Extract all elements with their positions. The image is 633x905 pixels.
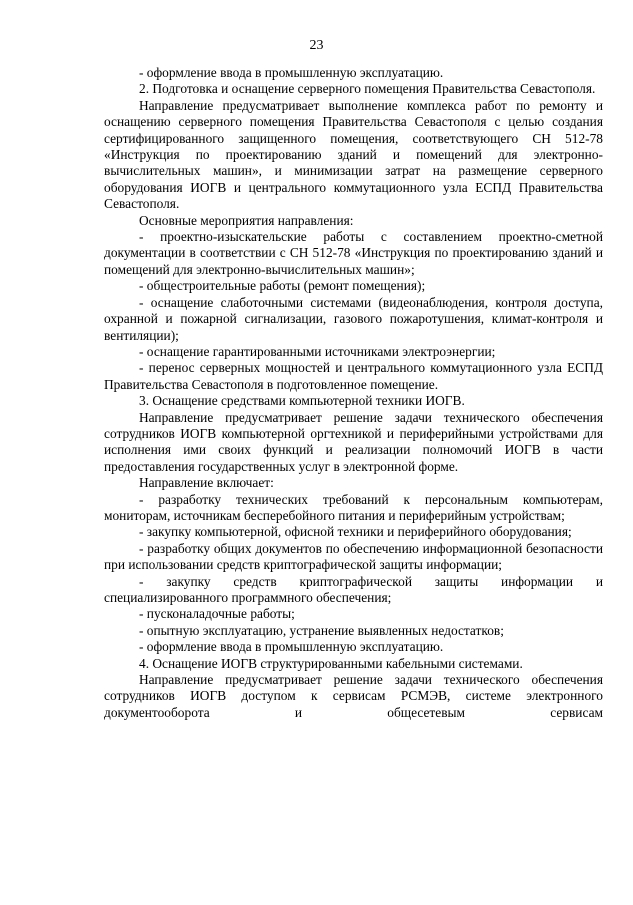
list-item: - проектно-изыскательские работы с составлением проектно-сметной документации в соответствии с СН 512-78 «Инструкция по проектированию зданий и помещений для электронно-вычислительных машин»; (104, 229, 603, 277)
list-item: - перенос серверных мощностей и центрального коммутационного узла ЕСПД Правительства Севастополя в подготовленное помещение. (104, 360, 603, 392)
paragraph: Направление включает: (139, 475, 274, 491)
paragraph: Направление предусматривает выполнение комплекса работ по ремонту и оснащению серверного помещения Правительства Севастополя с целью создания сертифицированного защищенного помещения, соответствующего СН 512-78 «Инструкция по проектированию зданий и помещений для электронно-вычислительных машин», и минимизации затрат на размещение серверного оборудования ИОГВ и центрального коммутационного узла ЕСПД Правительства Севастополя. (104, 97, 603, 212)
section-heading-4: 4. Оснащение ИОГВ структурированными кабельными системами. (139, 655, 523, 671)
section-heading-3: 3. Оснащение средствами компьютерной техники ИОГВ. (139, 393, 465, 409)
list-item: - оснащение слаботочными системами (видеонаблюдения, контроля доступа, охранной и пожарной сигнализации, газового пожаротушения, климат-контроля и вентиляции); (104, 294, 603, 343)
list-item: - опытную эксплуатацию, устранение выявленных недостатков; (139, 622, 504, 638)
paragraph: Направление предусматривает решение задачи технического обеспечения сотрудников ИОГВ компьютерной оргтехникой и периферийными устройствами для исполнения ими своих функций и реализации полномочий ИОГВ в части предоставления государственных услуг в электронной форме. (104, 409, 603, 474)
page-number: 23 (309, 38, 324, 53)
list-item: - закупку средств криптографической защиты информации и специализированного программного обеспечения; (104, 573, 603, 605)
list-item: - оснащение гарантированными источниками электроэнергии; (139, 343, 496, 359)
paragraph: Основные мероприятия направления: (139, 212, 354, 228)
paragraph: - оформление ввода в промышленную эксплуатацию. (139, 65, 444, 80)
list-item: - разработку общих документов по обеспечению информационной безопасности при использовании средств криптографической защиты информации; (104, 540, 603, 573)
list-item: - закупку компьютерной, офисной техники и периферийного оборудования; (139, 524, 572, 540)
section-heading-2: 2. Подготовка и оснащение серверного помещения Правительства Севастополя. (139, 81, 596, 97)
paragraph: Направление предусматривает решение задачи технического обеспечения сотрудников ИОГВ доступом к сервисам РСМЭВ, системе электронного документооборота и общесетевым сервисам (104, 672, 603, 720)
list-item: - разработку технических требований к персональным компьютерам, мониторам, источникам бесперебойного питания и периферийным устройствам; (104, 491, 603, 523)
document-body (104, 65, 603, 721)
list-item: - общестроительные работы (ремонт помещения); (139, 278, 426, 294)
list-item: - оформление ввода в промышленную эксплуатацию. (139, 639, 444, 655)
list-item: - пусконаладочные работы; (139, 606, 295, 622)
